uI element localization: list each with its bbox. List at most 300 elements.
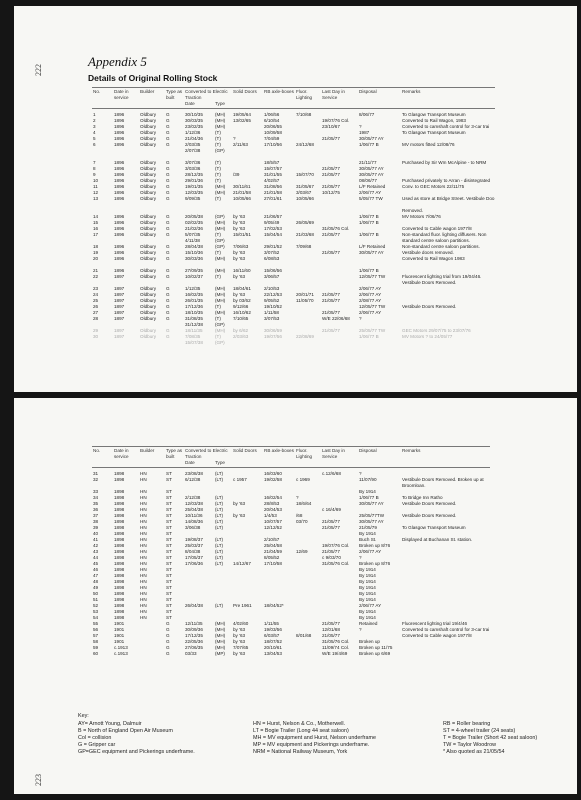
cell-disposal: By 1914 (359, 573, 376, 578)
cell-date-in-service: 1896 (114, 166, 125, 171)
cell-type: G (166, 316, 170, 321)
key-column-2 (253, 721, 443, 756)
cell-date-in-service: 1896 (114, 250, 125, 255)
cell-conv-type: (MH) (215, 256, 226, 261)
col-fluor-header: Fluor. Lighting (295, 88, 321, 102)
cell-type: G (166, 232, 170, 237)
cell-solid-doors: 4/02/60 (233, 621, 249, 626)
cell-conv-type: (MH) (215, 645, 226, 650)
top-page (14, 6, 577, 392)
cell-remarks: Converted to camshaft control for 3-car trai (402, 124, 490, 129)
key-entry: HN = Hurst, Nelson & Co., Motherwell. (253, 721, 346, 727)
cell-conv-date: 2/03/35 (185, 142, 201, 147)
cell-no: 38 (93, 519, 99, 524)
cell-fluor: 3/03/67 (296, 190, 312, 195)
cell-conv-type: (T) (215, 196, 221, 201)
cell-rb-axle-boxes: 21/01/58 (264, 190, 282, 195)
cell-disposal: 30/05/77 AY (359, 250, 384, 255)
cell-builder: Oldbury (140, 256, 157, 261)
cell-rb-axle-boxes: 10/09/58 (264, 130, 282, 135)
cell-date-in-service: 1898 (114, 543, 125, 548)
cell-date-in-service: 1898 (114, 471, 125, 476)
cell-type: G (166, 286, 170, 291)
cell-builder: HN (140, 495, 147, 500)
cell-rb-axle-boxes: 9/05/52 (264, 298, 280, 303)
cell-date-in-service: c.1913 (114, 645, 128, 650)
cell-disposal: 1/06/77 B (359, 495, 379, 500)
cell-type: G (166, 178, 170, 183)
cell-builder: Oldbury (140, 160, 157, 165)
cell-remarks: Displayed at Buchanan St. station. (402, 537, 473, 542)
cell-date-in-service: 1897 (114, 274, 125, 279)
cell-disposal: 1/06/77 B (359, 214, 379, 219)
cell-rb-axle-boxes: 12/12/52 (264, 525, 282, 530)
cell-type: G (166, 256, 170, 261)
bottom-page (14, 398, 577, 794)
cell-no: 34 (93, 495, 99, 500)
cell-date-in-service: 1898 (114, 615, 125, 620)
cell-conv-date: 6/12/38 (185, 477, 201, 482)
cell-disposal: Broken up (359, 639, 380, 644)
cell-solid-doors: 13/02/65 (233, 118, 251, 123)
cell-date-in-service: 1896 (114, 124, 125, 129)
cell-disposal: Retained (359, 621, 378, 626)
cell-no: 1 (93, 112, 96, 117)
cell-builder: HN (140, 525, 147, 530)
col-builder-header: Builder (139, 88, 165, 102)
cell-disposal: 12/05/77 TW (359, 274, 386, 279)
cell-builder: Oldbury (140, 118, 157, 123)
cell-type: G (166, 166, 170, 171)
cell-disposal: 12/05/77 TW (359, 304, 386, 309)
key-entry: TW = Taylor Woodrow (443, 742, 496, 748)
col-conv-type-header: Type (214, 101, 232, 109)
cell-solid-doors (232, 340, 263, 346)
cell-rb-axle-boxes: 22/12/53 (264, 292, 282, 297)
cell-conv-type: (LT) (215, 501, 224, 506)
cell-disposal: 2/06/77 AY (359, 603, 382, 608)
cell-conv-type: (MH) (215, 627, 226, 632)
cell-conv-type: (GP) (215, 148, 225, 153)
cell-type: ST (166, 537, 172, 542)
cell-conv-type: (LT) (215, 519, 224, 524)
key-column-1 (78, 721, 253, 756)
cell-rb-axle-boxes: 19/07/56 (264, 334, 282, 339)
cell-fluor: 15/07/70 (296, 172, 314, 177)
cell-conv-type: (T) (215, 232, 221, 237)
cell-solid-doors: by 03/62 (233, 298, 251, 303)
cell-disposal: By 1914 (359, 591, 376, 596)
cell-conv-type: (MH) (215, 268, 226, 273)
cell-type: G (166, 627, 170, 632)
cell-date-in-service: 1897 (114, 292, 125, 297)
col-conv-date-header: Date (184, 460, 214, 468)
cell-date-in-service: 1896 (114, 142, 125, 147)
key-entry: AY= Arnott Young, Dalmuir (78, 721, 142, 727)
cell-no: 44 (93, 555, 99, 560)
cell-remarks: Converted to Cable wagon 1977/8 (402, 226, 472, 231)
cell-type: G (166, 334, 170, 339)
cell-solid-doors: 30/11/61 (233, 184, 251, 189)
cell-no: 28 (93, 316, 99, 321)
cell-disposal: 2/06/77 AY (359, 549, 382, 554)
cell-builder: HN (140, 471, 147, 476)
cell-builder: Oldbury (140, 172, 157, 177)
cell-conv-date: 5/07/35 (185, 232, 201, 237)
cell-date-in-service: 1896 (114, 256, 125, 261)
cell-builder: HN (140, 513, 147, 518)
cell-builder: HN (140, 507, 147, 512)
cell-date-in-service: 1897 (114, 298, 125, 303)
cell-no: 15 (93, 220, 99, 225)
cell-type: G (166, 328, 170, 333)
cell-builder (139, 340, 165, 346)
cell-type: ST (166, 615, 172, 620)
cell-remarks: Purchased by Sir Wm McAlpine - to NRM (402, 160, 487, 165)
cell-builder: Oldbury (140, 298, 157, 303)
cell-conv-type: (MH) (215, 310, 226, 315)
key-entry: T = Bogie Trailer (Short 42 seat saloon) (443, 735, 538, 741)
cell-type: ST (166, 513, 172, 518)
cell-builder: HN (140, 477, 147, 482)
cell-solid-doors: c 1957 (233, 477, 247, 482)
cell-type: G (166, 639, 170, 644)
cell-disposal: 8/06/77 (359, 112, 375, 117)
cell-rb-axle-boxes: 15/07/57 (264, 166, 282, 171)
col-rb-header: RB axle-boxes (263, 88, 295, 102)
cell-last-day: 21/05/77 (322, 232, 340, 237)
cell-disposal: Broken up 6/69 (359, 651, 391, 656)
cell-builder: HN (140, 573, 147, 578)
cell-remarks (401, 651, 490, 657)
cell-no: 2 (93, 118, 96, 123)
cell-disposal: By 1914 (359, 615, 376, 620)
cell-date-in-service: 1898 (114, 477, 125, 482)
table-row (92, 340, 495, 346)
cell-conv-date: 23/08/38 (185, 471, 203, 476)
cell-fluor: 10/05/66 (296, 196, 314, 201)
cell-fluor: 18/6/64 (296, 501, 312, 506)
cell-conv-date: 26/01/35 (185, 298, 203, 303)
cell-conv-type: (T) (215, 334, 221, 339)
cell-conv-date: 17/05/37 (185, 555, 203, 560)
cell-date-in-service: 1898 (114, 519, 125, 524)
cell-type: G (166, 136, 170, 141)
col-last-day-header: Last Day in Service (321, 447, 358, 461)
cell-builder: HN (140, 501, 147, 506)
cell-last-day: 21/05/77 (322, 250, 340, 255)
cell-conv-type: (T) (215, 304, 221, 309)
cell-type: ST (166, 525, 172, 530)
cell-solid-doors: 21/01/58 (233, 190, 251, 195)
cell-conv-type: (T) (215, 274, 221, 279)
cell-type: ST (166, 543, 172, 548)
cell-disposal: 08/06/77 (359, 178, 377, 183)
cell-remarks: Vestibule Doors Removed. Broken up at (402, 477, 484, 482)
cell-type: G (166, 184, 170, 189)
cell-last-day: 21/05/77 (322, 298, 340, 303)
cell-no: 40 (93, 531, 99, 536)
cell-disposal: 11/07/90 (359, 477, 377, 482)
cell-solid-doors: by '63 (233, 226, 246, 231)
cell-conv-type: (LT) (215, 495, 224, 500)
cell-rb-axle-boxes: 20/10/61 (264, 645, 282, 650)
cell-conv-date: 28/12/35 (185, 172, 203, 177)
cell-no: 8 (93, 166, 96, 171)
cell-disposal: Broken up 8/76 (359, 561, 391, 566)
cell-type: G (166, 310, 170, 315)
cell-no: 3 (93, 124, 96, 129)
cell-date-in-service: 1896 (114, 268, 125, 273)
col-solid-doors-header: Solid Doors (232, 447, 263, 461)
cell-type: G (166, 196, 170, 201)
cell-rb-axle-boxes: 15/06/56 (264, 268, 282, 273)
cell-conv-date: 14/08/36 (185, 519, 203, 524)
cell-builder: Oldbury (140, 166, 157, 171)
cell-conv-date: 20/05/38 (185, 214, 203, 219)
cell-conv-type: (LT) (215, 543, 224, 548)
cell-disposal: By 1914 (359, 585, 376, 590)
cell-type: G (166, 124, 170, 129)
col-last-day-header: Last Day in Service (321, 88, 358, 102)
cell-type: ST (166, 585, 172, 590)
table-row (92, 109, 495, 119)
cell-builder: HN (140, 615, 147, 620)
cell-no: 16 (93, 226, 99, 231)
cell-solid-doors: Pre 1961 (233, 603, 252, 608)
cell-conv-date: 03/33 (185, 651, 197, 656)
cell-type: ST (166, 495, 172, 500)
col-disposal-header: Disposal (358, 447, 401, 461)
cell-conv-date: 26/04/38 (185, 603, 203, 608)
cell-fluor: 24/12/68 (296, 142, 314, 147)
cell-type: G (166, 226, 170, 231)
key-entry: G = Gripper car (78, 742, 116, 748)
cell-solid-doors: by '63 (233, 220, 246, 225)
cell-last-day: 19/07/76 Col. (322, 543, 350, 548)
cell-date-in-service: 1898 (114, 555, 125, 560)
cell-remarks: To Glasgow Transport Museum (402, 525, 466, 530)
cell-disposal: 1/06/77 B (359, 232, 379, 237)
cell-remarks: Fluorescent lighting trial from 19/04/46. (402, 274, 482, 279)
cell-type: G (166, 190, 170, 195)
cell-conv-date: 18/11/35 (185, 328, 203, 333)
cell-type: G (166, 118, 170, 123)
cell-last-day: 21/05/77 (322, 172, 340, 177)
cell-conv-date: 30/10/35 (185, 112, 203, 117)
cell-builder: HN (140, 585, 147, 590)
cell-date-in-service: 1898 (114, 609, 125, 614)
cell-remarks: MV motors fitted 12/08/76 (402, 142, 455, 147)
cell-no: 20 (93, 256, 99, 261)
cell-type: ST (166, 591, 172, 596)
cell-date-in-service: 1898 (114, 537, 125, 542)
cell-date-in-service: 1898 (114, 603, 125, 608)
cell-solid-doors: by '63 (233, 651, 246, 656)
table-row (92, 468, 490, 478)
cell-remarks: Vestibule Doors Removed. (402, 513, 457, 518)
cell-rb-axle-boxes: 2/10/57 (264, 537, 280, 542)
cell-rb-axle-boxes: 18/07/52 (264, 639, 282, 644)
cell-conv-date: 27/09/35 (185, 268, 203, 273)
cell-conv-type: (LT) (215, 549, 224, 554)
cell-rb-axle-boxes: 13/04/53 (264, 651, 282, 656)
cell-no: 42 (93, 543, 99, 548)
cell-type: ST (166, 489, 172, 494)
cell-date-in-service: 1897 (114, 328, 125, 333)
cell-rb-axle-boxes: 3/07/53 (264, 316, 280, 321)
cell-builder: HN (140, 609, 147, 614)
cell-fluor: 22/08/69 (296, 334, 314, 339)
col-remarks-header: Remarks (401, 88, 495, 102)
cell-disposal: ? (359, 555, 362, 560)
cell-disposal: 5/05/77 TW (359, 196, 383, 201)
cell-disposal: 1/06/77 B (359, 334, 379, 339)
cell-rb-axle-boxes: 20/06/55 (264, 124, 282, 129)
cell-no: 21 (93, 268, 99, 273)
cell-fluor: 20/01/71 (296, 292, 314, 297)
cell-conv-type: (LT) (215, 555, 224, 560)
cell-rb-axle-boxes: 1/11/55 (264, 621, 279, 626)
cell-solid-doors: 7/06/63 (233, 244, 249, 249)
cell-conv-type: (GP) (215, 214, 225, 219)
cell-date-in-service: 1896 (114, 118, 125, 123)
cell-builder: Oldbury (140, 310, 157, 315)
cell-solid-doors: 16/10/62 (233, 310, 251, 315)
cell-date-in-service: c.1913 (114, 651, 128, 656)
key-entry: MH = MV equipment and Hurst, Nelson underframe (253, 735, 376, 741)
cell-rb-axle-boxes: 31/01/55 (264, 172, 282, 177)
cell-builder (139, 651, 165, 657)
cell-fluor: 31/05/67 (296, 184, 314, 189)
cell-remarks: standard centre saloon partitions. (402, 238, 470, 243)
cell-type: ST (166, 573, 172, 578)
cell-remarks: Fluorescent lighting trial 19/4/46 (402, 621, 468, 626)
cell-rb-axle-boxes: 10/07/57 (264, 519, 282, 524)
cell-last-day: 31/05/76 Col. (322, 226, 350, 231)
cell-conv-type: (LT) (215, 525, 224, 530)
cell-no: 54 (93, 615, 99, 620)
cell-solid-doors: ? (233, 136, 236, 141)
cell-remarks: To Glasgow Transport Museum (402, 130, 466, 135)
cell-last-day: 12/01/68 (322, 627, 340, 632)
cell-disposal: By 1914 (359, 609, 376, 614)
key-column-3 (443, 721, 577, 756)
cell-date-in-service: 1898 (114, 579, 125, 584)
cell-conv-type: (T) (215, 166, 221, 171)
cell-conv-date: 1/12/35 (185, 286, 201, 291)
cell-no: 13 (93, 196, 99, 201)
cell-type: G (166, 651, 170, 656)
cell-conv-date: 25/03/37 (185, 543, 203, 548)
cell-type: ST (166, 561, 172, 566)
cell-solid-doors: /39 (233, 172, 240, 177)
cell-conv-date: 10/11/36 (185, 513, 203, 518)
cell-conv-type: (T) (215, 172, 221, 177)
cell-rb-axle-boxes: 6/10/54 (264, 118, 280, 123)
cell-conv-date: 17/12/35 (185, 633, 203, 638)
cell-last-day: 21/05/77 (322, 525, 340, 530)
cell-conv-date: 17/06/36 (185, 561, 203, 566)
cell-conv-type: (LT) (215, 507, 224, 512)
cell-no: 47 (93, 573, 99, 578)
cell-rb-axle-boxes: 31/08/56 (264, 184, 282, 189)
col-no-header: No. (92, 447, 113, 461)
cell-conv-date: 31/12/38 (185, 322, 203, 327)
cell-type: ST (166, 597, 172, 602)
col-type-header: Type as built (166, 448, 183, 459)
cell-no: 23 (93, 286, 99, 291)
cell-conv-type: (T) (215, 316, 221, 321)
key-entry: * Also quoted as 21/05/54 (443, 749, 505, 755)
cell-fluor: /68 (296, 513, 303, 518)
cell-last-day: 21/05/77 (322, 184, 340, 189)
cell-rb-axle-boxes: 16/02/54 (264, 495, 282, 500)
cell-remarks: Used as store at Bridge Street. Vestibule Doo (402, 196, 495, 201)
cell-date-in-service: 1897 (114, 304, 125, 309)
cell-no: 5 (93, 136, 96, 141)
cell-rb-axle-boxes (263, 340, 295, 346)
cell-builder: Oldbury (140, 124, 157, 129)
cell-conv-date: 19/08/37 (185, 537, 203, 542)
cell-date-in-service: 1896 (114, 214, 125, 219)
cell-disposal: 30/05/77 AY (359, 136, 384, 141)
cell-remarks: Broomloan. (402, 483, 426, 488)
cell-conv-date: 15/07/38 (185, 340, 203, 345)
cell-builder: Oldbury (140, 130, 157, 135)
cell-conv-type: (MH) (215, 220, 226, 225)
cell-conv-type: (MH) (215, 124, 226, 129)
cell-conv-date: 12/03/38 (185, 501, 203, 506)
cell-rb-axle-boxes: 1/06/56 (264, 112, 280, 117)
cell-remarks: To Glasgow Transport Museum (402, 112, 466, 117)
cell-disposal: Buch St. (359, 537, 377, 542)
cell-type: ST (166, 579, 172, 584)
cell-conv-type: (MP) (215, 651, 225, 656)
cell-conv-date: 12/03/35 (185, 190, 203, 195)
cell-last-day: 21/05/77 (322, 310, 340, 315)
cell-rb-axle-boxes: 27/01/61 (264, 196, 282, 201)
cell-fluor: 26/05/69 (296, 220, 314, 225)
cell-no: 10 (93, 178, 99, 183)
cell-date-in-service: 1898 (114, 591, 125, 596)
cell-conv-date: 12/11/35 (185, 621, 203, 626)
cell-remarks: Non-standard fluor. lighting diffusers. Non (402, 232, 487, 237)
cell-no: 55 (93, 621, 99, 626)
cell-remarks: Non-standard centre saloon partitions. (402, 244, 480, 249)
cell-no: 51 (93, 597, 99, 602)
cell-remarks (401, 468, 490, 478)
cell-type: ST (166, 567, 172, 572)
cell-solid-doors: 7/10/65 (233, 316, 249, 321)
cell-rb-axle-boxes: 19/10/52 (264, 304, 282, 309)
cell-builder: HN (140, 543, 147, 548)
cell-fluor: 8/01/68 (296, 633, 312, 638)
cell-builder: HN (140, 603, 147, 608)
cell-rb-axle-boxes: 16/03/60 (264, 471, 282, 476)
cell-rb-axle-boxes: 4/02/57 (264, 178, 280, 183)
rolling-stock-table-top (92, 87, 495, 346)
cell-builder: Oldbury (140, 304, 157, 309)
cell-date-in-service: 1896 (114, 172, 125, 177)
cell-conv-type: (MH) (215, 184, 226, 189)
cell-solid-doors: 2/03/63 (233, 334, 249, 339)
cell-date-in-service: 1896 (114, 226, 125, 231)
cell-date-in-service (113, 340, 139, 346)
cell-conv-date: 8/04/38 (185, 549, 201, 554)
cell-remarks: Vestibule doors removed. (402, 250, 454, 255)
cell-no: 50 (93, 591, 99, 596)
